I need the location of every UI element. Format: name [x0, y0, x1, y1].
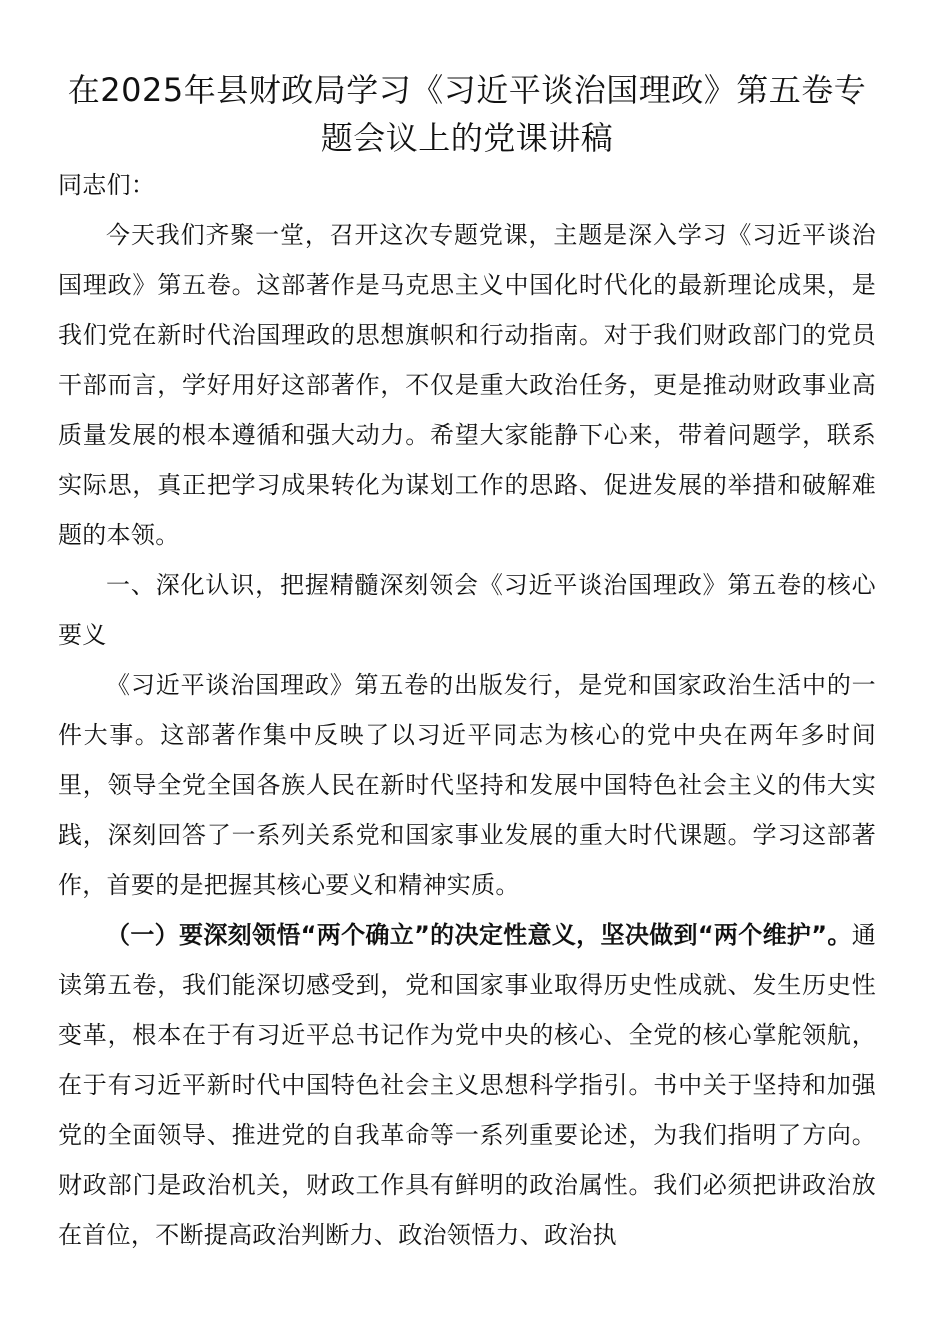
paragraph-intro	[58, 210, 876, 560]
section-heading-text: 一、深化认识，把握精髓深刻领会《习近平谈治国理政》第五卷的核心要义	[58, 571, 876, 649]
paragraph-text: 通读第五卷，我们能深切感受到，党和国家事业取得历史性成就、发生历史性变革，根本在于有习近平总书记作为党中央的核心、全党的核心掌舵领航，在于有习近平新时代中国特色社会主义思想科学指引。书中关于坚持和加强党的全面领导、推进党的自我革命等一系列重要论述，为我们指明了方向。财政部门是政治机关，财政工作具有鲜明的政治属性。我们必须把讲政治放在首位，不断提高政治判断力、政治领悟力、政治执	[58, 921, 876, 1249]
document-title: 在2025年县财政局学习《习近平谈治国理政》第五卷专题会议上的党课讲稿	[67, 71, 867, 157]
paragraph-text: 《习近平谈治国理政》第五卷的出版发行，是党和国家政治生活中的一件大事。这部著作集中反映了以习近平同志为核心的党中央在两年多时间里，领导全党全国各族人民在新时代坚持和发展中国特色社会主义的伟大实践，深刻回答了一系列关系党和国家事业发展的重大时代课题。学习这部著作，首要的是把握其核心要义和精神实质。	[58, 671, 876, 899]
paragraph-subsection-1	[58, 910, 876, 1260]
paragraph-text: 今天我们齐聚一堂，召开这次专题党课，主题是深入学习《习近平谈治国理政》第五卷。这部著作是马克思主义中国化时代化的最新理论成果，是我们党在新时代治国理政的思想旗帜和行动指南。对于我们财政部门的党员干部而言，学好用好这部著作，不仅是重大政治任务，更是推动财政事业高质量发展的根本遵循和强大动力。希望大家能静下心来，带着问题学，联系实际思，真正把学习成果转化为谋划工作的思路、促进发展的举措和破解难题的本领。	[58, 221, 876, 549]
section-heading-1	[58, 560, 876, 660]
paragraph-section-1	[58, 660, 876, 910]
salutation: 同志们：	[58, 171, 156, 199]
subsection-heading: （一）要深刻领悟“两个确立”的决定性意义，坚决做到“两个维护”。	[106, 921, 852, 949]
